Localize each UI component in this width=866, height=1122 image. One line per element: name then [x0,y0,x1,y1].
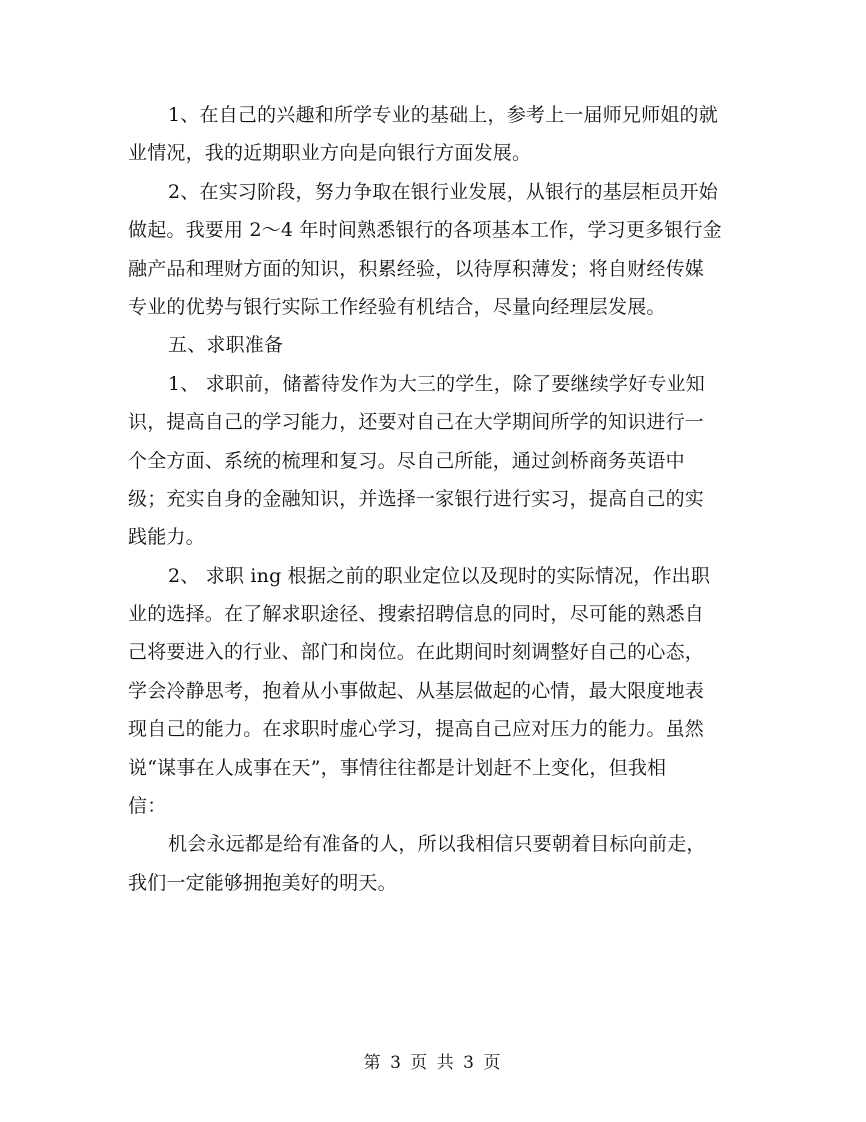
text-line: 践能力。 [128,526,205,549]
text-line: 学会冷静思考，抱着从小事做起、从基层做起的心情，最大限度地表 [128,679,705,702]
text-line: 2、在实习阶段，努力争取在银行业发展，从银行的基层柜员开始 [168,180,718,203]
text-line: 己将要进入的行业、部门和岗位。在此期间时刻调整好自己的心态， [128,641,705,664]
text-line: 1、 求职前，储蓄待发作为大三的学生，除了要继续学好专业知 [168,372,705,395]
text-line: 业情况，我的近期职业方向是向银行方面发展。 [128,142,532,165]
document-body [128,96,732,902]
text-line: 2、 求职 ing 根据之前的职业定位以及现时的实际情况，作出职 [168,564,711,587]
text-line: 业的选择。在了解求职途径、搜索招聘信息的同时，尽可能的熟悉自 [128,603,705,626]
text-line: 做起。我要用 2～4 年时间熟悉银行的各项基本工作，学习更多银行金 [128,219,722,242]
section-heading: 五、求职准备 [168,334,284,357]
text-line: 机会永远都是给有准备的人，所以我相信只要朝着目标向前走， [168,833,706,856]
text-line: 1、在自己的兴趣和所学专业的基础上，参考上一届师兄师姐的就 [168,104,718,126]
text-line: 信： [128,795,167,818]
text-line: 现自己的能力。在求职时虚心学习，提高自己应对压力的能力。虽然 [128,718,705,741]
text-line: 识，提高自己的学习能力，还要对自己在大学期间所学的知识进行一 [128,411,705,434]
text-line: 级；充实自身的金融知识，并选择一家银行进行实习，提高自己的实 [128,487,705,510]
text-line: 融产品和理财方面的知识，积累经验，以待厚积薄发；将自财经传媒 [128,257,705,280]
text-line: 说“谋事在人成事在天”，事情往往都是计划赶不上变化，但我相 [128,756,667,779]
page-number-footer: 第 3 页 共 3 页 [363,1053,503,1073]
text-line: 个全方面、系统的梳理和复习。尽自己所能，通过剑桥商务英语中 [128,449,685,472]
text-line: 专业的优势与银行实际工作经验有机结合，尽量向经理层发展。 [128,295,666,318]
text-line: 我们一定能够拥抱美好的明天。 [128,871,397,894]
